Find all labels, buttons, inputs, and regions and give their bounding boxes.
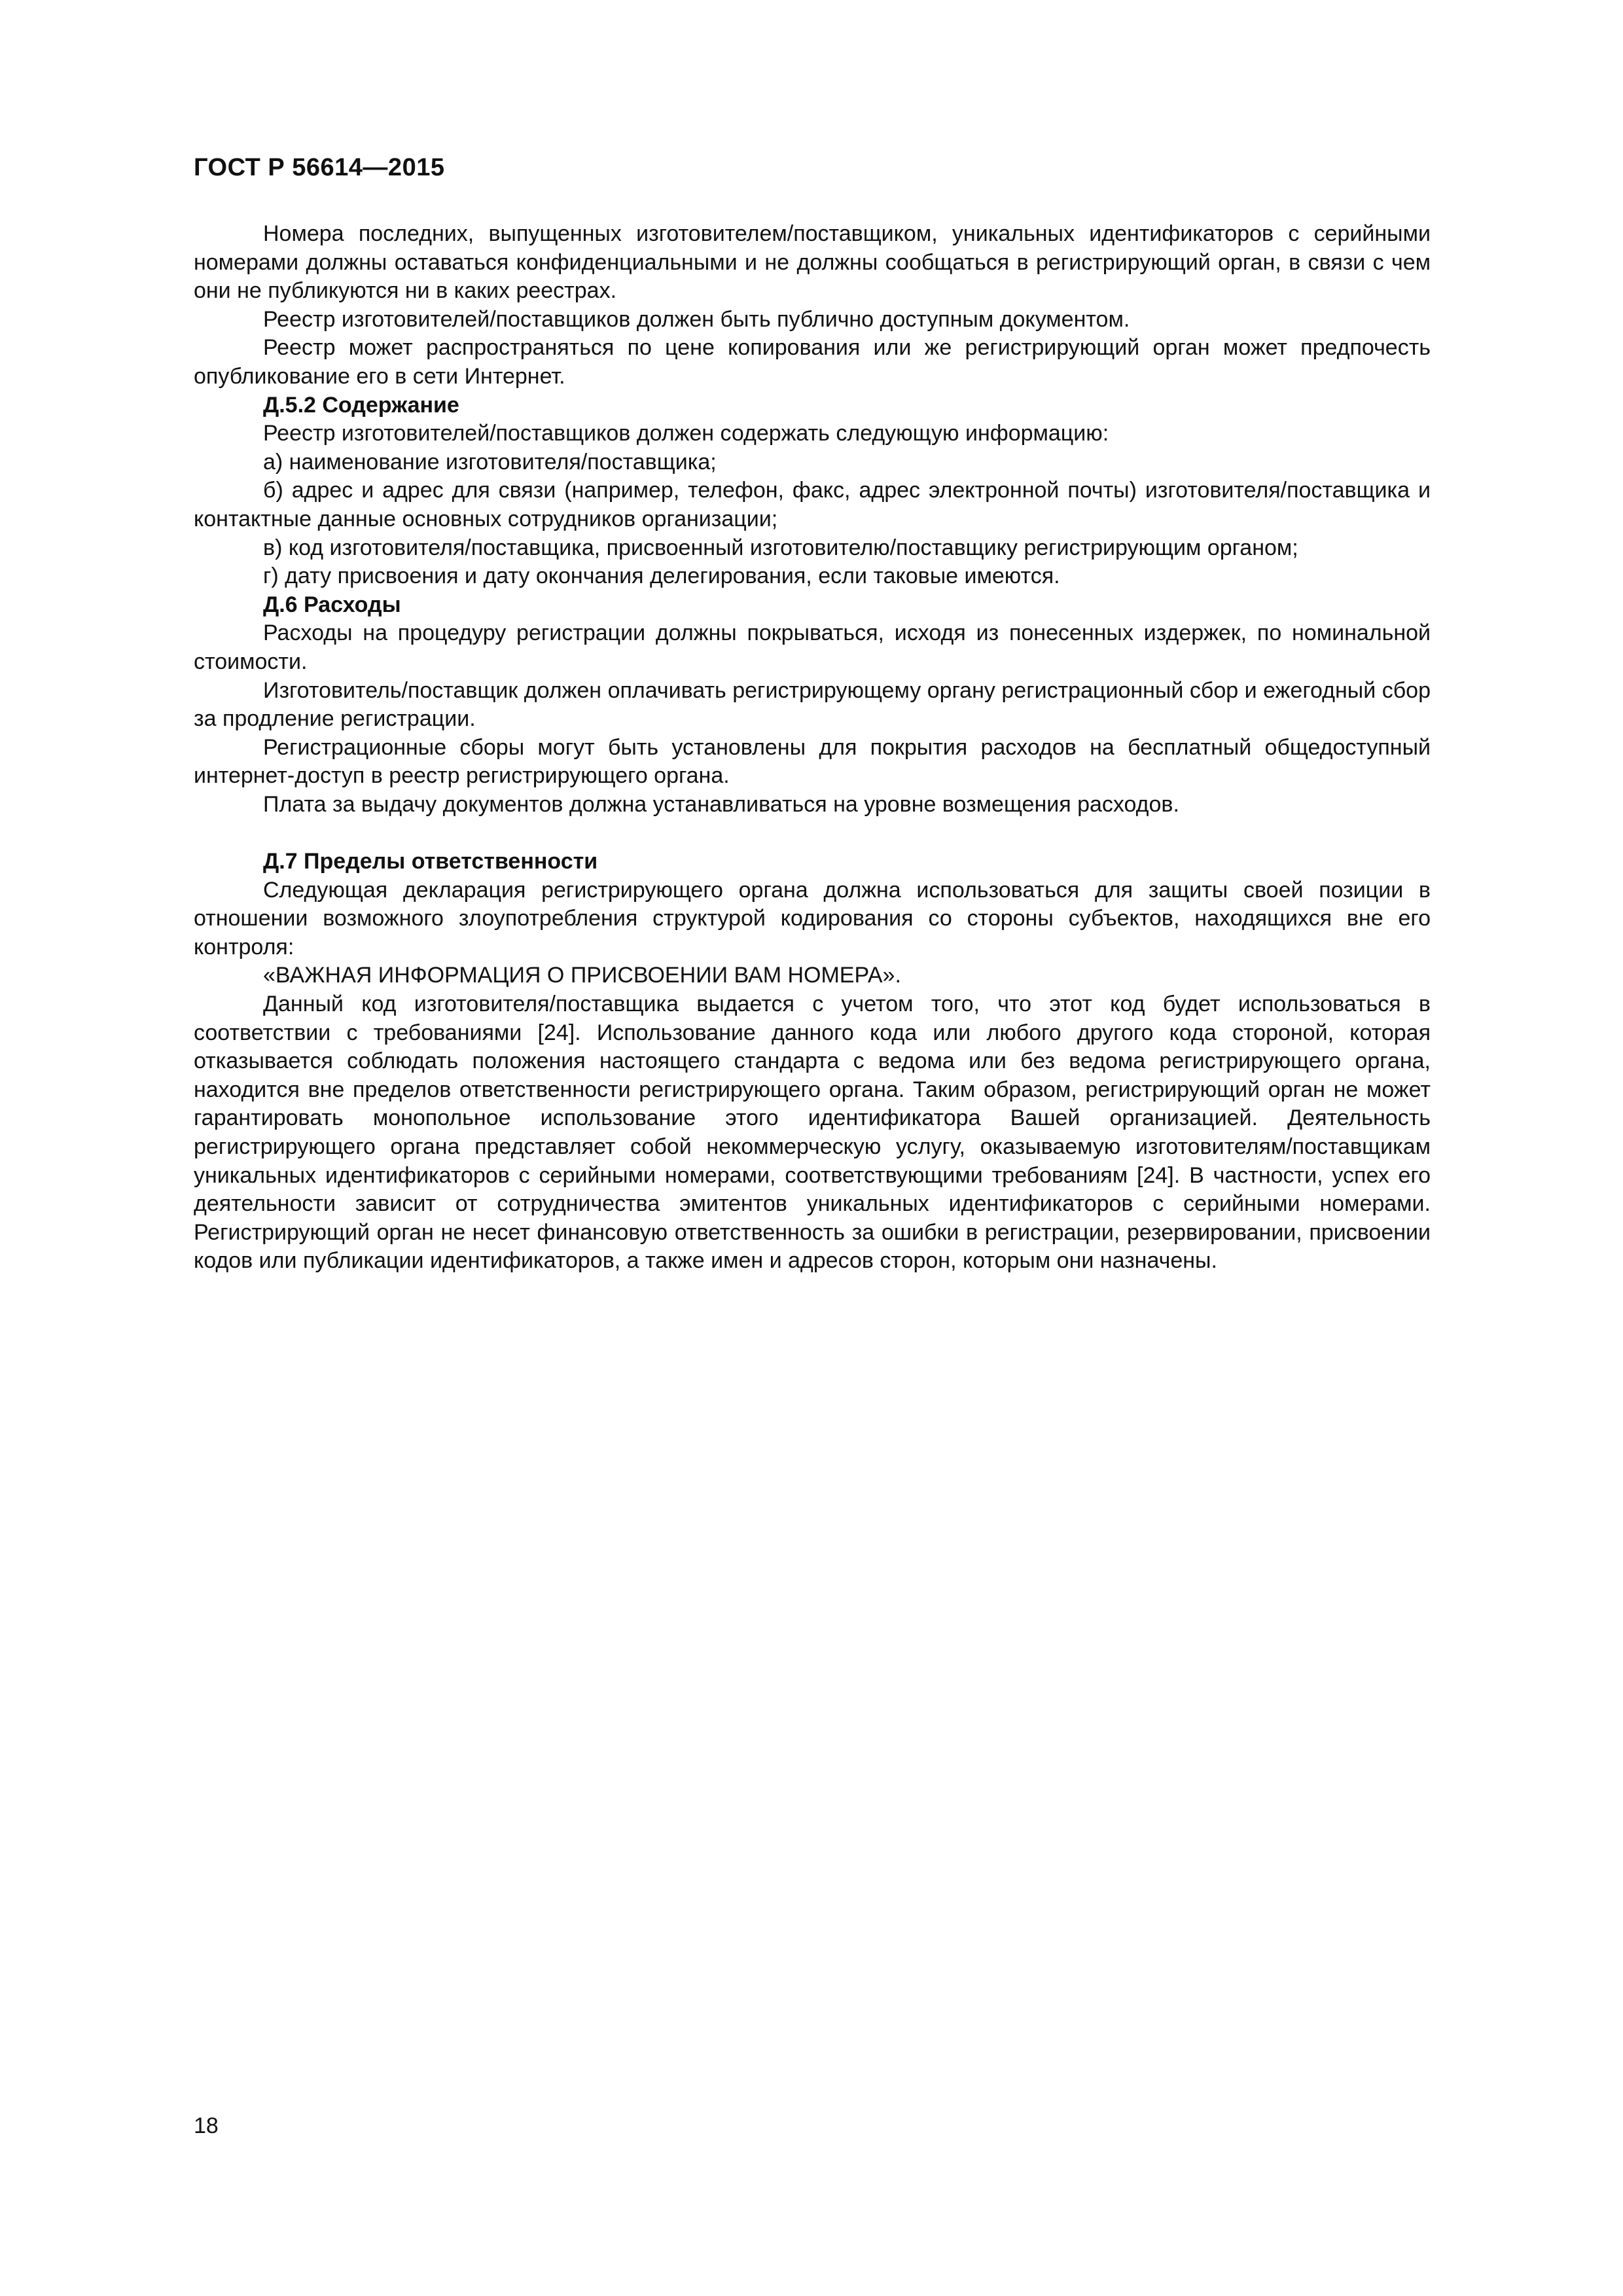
list-item: б) адрес и адрес для связи (например, телефон, факс, адрес электронной почты) изготовителя/поставщика и контактные данные основных сотрудников организации; [194,478,1431,531]
section-heading: Д.5.2 Содержание [263,392,459,418]
paragraph: Реестр изготовителей/поставщиков должен содержать следующую информацию: [263,421,1109,446]
paragraph: Регистрационные сборы могут быть установлены для покрытия расходов на бесплатный общедоступный интернет-доступ в реестр регистрирующего органа. [194,734,1431,789]
paragraph: Номера последних, выпущенных изготовителем/поставщиком, уникальных идентификаторов с серийными номерами должны оставаться конфиденциальными и не должны сообщаться в регистрирующий орган, в связи с чем они не публикуются ни в каких реестрах. [194,221,1431,304]
paragraph: Следующая декларация регистрирующего органа должна использоваться для защиты своей позиции в отношении возможного злоупотребления структурой кодирования со стороны субъектов, находящихся вне его контроля: [194,877,1431,960]
paragraph: Плата за выдачу документов должна устанавливаться на уровне возмещения расходов. [263,791,1179,817]
paragraph: Расходы на процедуру регистрации должны покрываться, исходя из понесенных издержек, по номинальной стоимости. [194,620,1431,674]
paragraph: Реестр может распространяться по цене копирования или же регистрирующий орган может предпочесть опубликование его в сети Интернет. [194,335,1431,389]
list-item: а) наименование изготовителя/поставщика; [263,449,717,475]
document-body [194,220,1431,1276]
paragraph: «ВАЖНАЯ ИНФОРМАЦИЯ О ПРИСВОЕНИИ ВАМ НОМЕРА». [263,963,901,988]
section-heading: Д.6 Расходы [263,592,401,617]
document-header: ГОСТ Р 56614—2015 [194,154,445,181]
list-item: в) код изготовителя/поставщика, присвоенный изготовителю/поставщику регистрирующим органом; [263,535,1298,560]
paragraph: Изготовитель/поставщик должен оплачивать регистрирующему органу регистрационный сбор и ежегодный сбор за продление регистрации. [194,677,1431,732]
paragraph: Реестр изготовителей/поставщиков должен быть публично доступным документом. [263,306,1130,332]
paragraph: Данный код изготовителя/поставщика выдается с учетом того, что этот код будет использоваться в соответствии с требованиями [24]. Использование данного кода или любого другого кода стороной, которая отказывается соблюдать положения настоящего стандарта с ведома или без ведома регистрирующего органа, находится вне пределов ответственности регистрирующего органа. Таким образом, регистрирующий орган не может гарантировать монопольное использование этого идентификатора Вашей организацией. Деятельность регистрирующего органа представляет собой некоммерческую услугу, оказываемую изготовителям/поставщикам уникальных идентификаторов с серийными номерами, соответствующими требованиям [24]. В частности, успех его деятельности зависит от сотрудничества эмитентов уникальных идентификаторов с серийными номерами. Регистрирующий орган не несет финансовую ответственность за ошибки в регистрации, резервировании, присвоении кодов или публикации идентификаторов, а также имен и адресов сторон, которым они назначены. [194,992,1431,1274]
page-number: 18 [194,2113,219,2138]
section-heading: Д.7 Пределы ответственности [263,849,598,874]
list-item: г) дату присвоения и дату окончания делегирования, если таковые имеются. [263,564,1060,589]
